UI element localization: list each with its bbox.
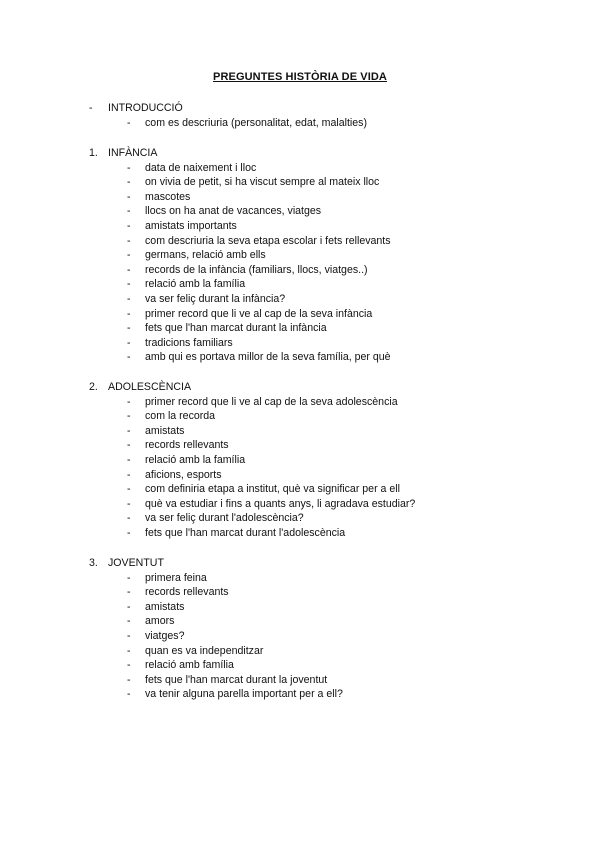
list-item <box>0 453 600 468</box>
bullet-dash: - <box>127 615 131 628</box>
question-list <box>0 116 600 131</box>
bullet-dash: - <box>127 278 131 291</box>
list-item <box>0 468 600 483</box>
bullet-dash: - <box>127 234 131 247</box>
list-item <box>0 277 600 292</box>
list-item <box>0 511 600 526</box>
question-text: records de la infància (familiars, llocs, viatges..) <box>145 263 368 276</box>
list-item <box>0 629 600 644</box>
list-item <box>0 219 600 234</box>
bullet-dash: - <box>127 351 131 364</box>
list-item <box>0 687 600 702</box>
question-text: relació amb la família <box>145 453 246 466</box>
section-heading <box>0 101 600 116</box>
bullet-dash: - <box>127 116 131 129</box>
question-text: va ser feliç durant l'adolescència? <box>145 512 304 525</box>
bullet-dash: - <box>127 468 131 481</box>
bullet-dash: - <box>127 483 131 496</box>
list-item <box>0 600 600 615</box>
list-item <box>0 175 600 190</box>
list-item <box>0 116 600 131</box>
list-item <box>0 336 600 351</box>
bullet-dash: - <box>127 410 131 423</box>
list-item <box>0 204 600 219</box>
bullet-dash: - <box>127 292 131 305</box>
question-list <box>0 571 600 702</box>
bullet-dash: - <box>127 395 131 408</box>
bullet-dash: - <box>127 249 131 262</box>
section-heading <box>0 146 600 161</box>
section-heading <box>0 380 600 395</box>
bullet-dash: - <box>127 307 131 320</box>
bullet-dash: - <box>127 600 131 613</box>
section-title: INFÀNCIA <box>108 147 158 159</box>
question-text: records rellevants <box>145 439 229 452</box>
bullet-dash: - <box>127 571 131 584</box>
section-heading <box>0 556 600 571</box>
bullet-dash: - <box>127 512 131 525</box>
list-item <box>0 673 600 688</box>
bullet-dash: - <box>127 688 131 701</box>
section-marker: 2. <box>89 381 98 393</box>
question-text: amb qui es portava millor de la seva família, per què <box>145 351 391 364</box>
question-text: amistats importants <box>145 219 237 232</box>
list-item <box>0 497 600 512</box>
bullet-dash: - <box>127 659 131 672</box>
bullet-dash: - <box>127 219 131 232</box>
section-title: JOVENTUT <box>108 557 164 569</box>
bullet-dash: - <box>127 586 131 599</box>
bullet-dash: - <box>127 497 131 510</box>
question-text: aficions, esports <box>145 468 222 481</box>
bullet-dash: - <box>127 439 131 452</box>
question-text: què va estudiar i fins a quants anys, li agradava estudiar? <box>145 497 416 510</box>
section-marker: 1. <box>89 147 98 159</box>
list-item <box>0 614 600 629</box>
bullet-dash: - <box>127 336 131 349</box>
question-list <box>0 395 600 541</box>
question-text: va tenir alguna parella important per a ell? <box>145 688 343 701</box>
bullet-dash: - <box>127 205 131 218</box>
question-text: mascotes <box>145 190 191 203</box>
list-item <box>0 248 600 263</box>
list-item <box>0 321 600 336</box>
document-title: PREGUNTES HISTÒRIA DE VIDA <box>213 71 387 83</box>
bullet-dash: - <box>127 629 131 642</box>
section-infancia <box>0 146 600 365</box>
question-text: com definiria etapa a institut, què va significar per a ell <box>145 483 400 496</box>
list-item <box>0 644 600 659</box>
question-text: com la recorda <box>145 410 216 423</box>
question-text: relació amb la família <box>145 278 246 291</box>
bullet-dash: - <box>127 673 131 686</box>
list-item <box>0 409 600 424</box>
list-item <box>0 571 600 586</box>
bullet-dash: - <box>127 453 131 466</box>
question-text: quan es va independitzar <box>145 644 264 657</box>
bullet-dash: - <box>127 190 131 203</box>
question-text: primera feina <box>145 571 207 584</box>
question-text: tradicions familiars <box>145 336 233 349</box>
bullet-dash: - <box>127 424 131 437</box>
section-marker: - <box>89 102 93 114</box>
section-title: INTRODUCCIÓ <box>108 102 183 114</box>
question-text: amistats <box>145 600 185 613</box>
question-text: llocs on ha anat de vacances, viatges <box>145 205 322 218</box>
question-text: relació amb família <box>145 659 234 672</box>
question-text: fets que l'han marcat durant la joventut <box>145 673 328 686</box>
question-text: amistats <box>145 424 185 437</box>
question-text: va ser feliç durant la infància? <box>145 292 286 305</box>
list-item <box>0 350 600 365</box>
bullet-dash: - <box>127 644 131 657</box>
question-text: fets que l'han marcat durant l'adolescència <box>145 526 346 539</box>
bullet-dash: - <box>127 176 131 189</box>
question-list <box>0 161 600 365</box>
section-marker: 3. <box>89 557 98 569</box>
question-text: amors <box>145 615 175 628</box>
question-text: primer record que li ve al cap de la seva infància <box>145 307 373 320</box>
list-item <box>0 438 600 453</box>
question-text: fets que l'han marcat durant la infància <box>145 322 327 335</box>
section-introduccio <box>0 101 600 130</box>
question-text: viatges? <box>145 629 185 642</box>
question-text: data de naixement i lloc <box>145 161 257 174</box>
list-item <box>0 190 600 205</box>
list-item <box>0 482 600 497</box>
question-text: primer record que li ve al cap de la seva adolescència <box>145 395 398 408</box>
list-item <box>0 526 600 541</box>
bullet-dash: - <box>127 263 131 276</box>
list-item <box>0 307 600 322</box>
section-joventut <box>0 556 600 702</box>
question-text: com es descriuria (personalitat, edat, malalties) <box>145 116 367 129</box>
list-item <box>0 585 600 600</box>
question-text: com descriuria la seva etapa escolar i fets rellevants <box>145 234 391 247</box>
list-item <box>0 424 600 439</box>
list-item <box>0 263 600 278</box>
section-title: ADOLESCÈNCIA <box>108 381 192 393</box>
question-text: germans, relació amb ells <box>145 249 266 262</box>
bullet-dash: - <box>127 161 131 174</box>
section-adolescencia <box>0 380 600 541</box>
question-text: on vivia de petit, si ha viscut sempre al mateix lloc <box>145 176 380 189</box>
list-item <box>0 658 600 673</box>
bullet-dash: - <box>127 526 131 539</box>
list-item <box>0 161 600 176</box>
list-item <box>0 395 600 410</box>
list-item <box>0 234 600 249</box>
bullet-dash: - <box>127 322 131 335</box>
list-item <box>0 292 600 307</box>
question-text: records rellevants <box>145 586 229 599</box>
